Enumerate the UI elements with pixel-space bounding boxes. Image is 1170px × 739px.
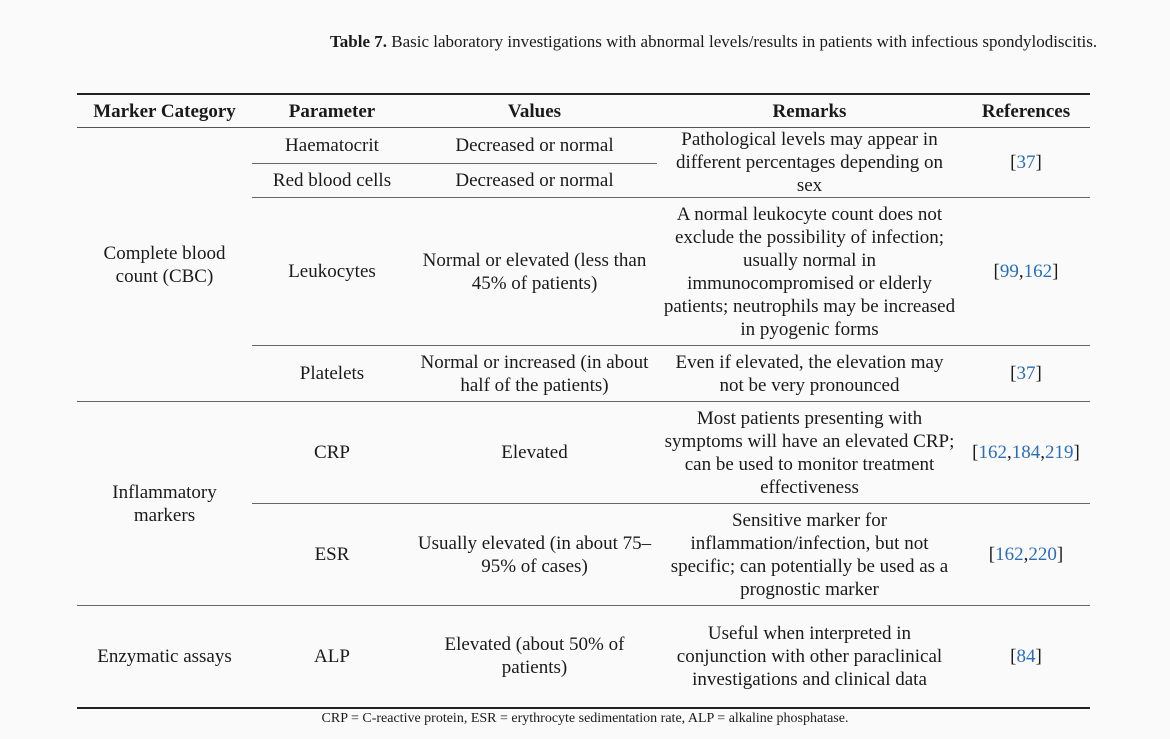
header-cell: References xyxy=(962,94,1090,128)
references-cell[interactable]: [162,184,219] xyxy=(962,402,1090,504)
reference-link[interactable]: 219 xyxy=(1045,442,1074,463)
references-cell[interactable]: [37] xyxy=(962,346,1090,402)
table-caption xyxy=(330,29,1100,54)
references-cell[interactable]: [162,220] xyxy=(962,504,1090,606)
reference-link[interactable]: 162 xyxy=(995,544,1024,565)
reference-link[interactable]: 162 xyxy=(1023,261,1053,282)
table-footnote: CRP = C-reactive protein, ESR = erythrocyte sedimentation rate, ALP = alkaline phosphatase. xyxy=(321,711,849,726)
header-cell: Remarks xyxy=(657,94,962,128)
parameter-cell: ESR xyxy=(252,504,412,606)
remarks-cell: Sensitive marker for inflammation/infection, but not specific; can potentially be used as a prognostic marker xyxy=(657,504,962,606)
remarks-cell: Useful when interpreted in conjunction with other paraclinical investigations and clinical data xyxy=(676,622,943,690)
category-cell: Inflammatory markers xyxy=(77,402,252,606)
table-row xyxy=(77,402,1090,504)
reference-link[interactable]: 84 xyxy=(1016,645,1036,667)
header-cell: Marker Category xyxy=(77,94,252,128)
parameter-cell: Red blood cells xyxy=(252,163,412,197)
caption-label: Table 7. xyxy=(330,32,388,51)
table-row xyxy=(77,128,1090,164)
parameter-cell: Platelets xyxy=(252,346,412,402)
values-cell: Usually elevated (in about 75–95% of cases) xyxy=(412,504,657,606)
values-cell: Normal or increased (in about half of the patients) xyxy=(412,346,657,402)
caption-text: Basic laboratory investigations with abnormal levels/results in patients with infectious spondylodiscitis. xyxy=(391,32,1098,51)
header-cell: Parameter xyxy=(252,94,412,128)
remarks-cell: Pathological levels may appear in different percentages depending on sex xyxy=(657,128,962,198)
category-cell: Complete blood count (CBC) xyxy=(77,128,252,402)
remarks-cell: A normal leukocyte count does not exclude the possibility of infection; usually normal in immunocompromised or elderly patients; neutrophils may be increased in pyogenic forms xyxy=(657,198,962,346)
reference-link[interactable]: 37 xyxy=(1016,363,1036,384)
remarks-cell: Most patients presenting with symptoms will have an elevated CRP; can be used to monitor treatment effectiveness xyxy=(657,402,962,504)
values-cell: Normal or elevated (less than 45% of patients) xyxy=(412,198,657,346)
values-cell: Decreased or normal xyxy=(412,163,657,197)
reference-link[interactable]: 184 xyxy=(1011,442,1041,463)
parameter-cell: ALP xyxy=(314,645,350,667)
references-cell[interactable]: [99,162] xyxy=(962,198,1090,346)
header-row xyxy=(77,94,1090,128)
category-cell: Enzymatic assays xyxy=(97,645,232,667)
remarks-cell: Even if elevated, the elevation may not be very pronounced xyxy=(657,346,962,402)
references-cell[interactable]: [84] xyxy=(1010,645,1042,667)
parameter-cell: Leukocytes xyxy=(252,198,412,346)
values-cell: Elevated (about 50% of patients) xyxy=(444,634,625,679)
reference-link[interactable]: 37 xyxy=(1016,152,1036,173)
values-cell: Decreased or normal xyxy=(412,128,657,164)
parameter-cell: CRP xyxy=(252,402,412,504)
reference-link[interactable]: 162 xyxy=(978,442,1007,463)
table-row xyxy=(77,606,1090,708)
references-cell[interactable]: [37] xyxy=(962,128,1090,198)
reference-link[interactable]: 220 xyxy=(1028,544,1057,565)
lab-investigations-table xyxy=(77,93,1090,709)
reference-link[interactable]: 99 xyxy=(999,261,1019,282)
header-cell: Values xyxy=(412,94,657,128)
parameter-cell: Haematocrit xyxy=(252,128,412,164)
values-cell: Elevated xyxy=(412,402,657,504)
